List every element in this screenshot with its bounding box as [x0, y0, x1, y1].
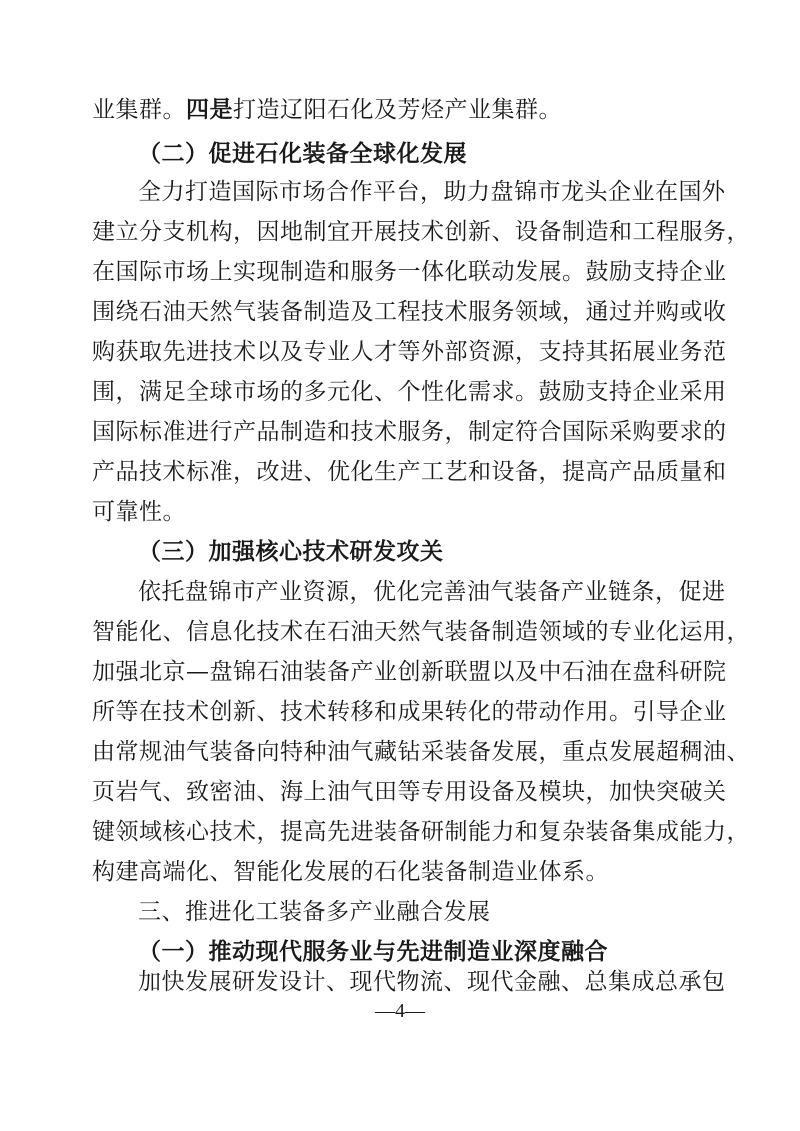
paragraph-line: 全力打造国际市场合作平台，助力盘锦市龙头企业在国外 — [138, 179, 726, 205]
paragraph-line: 建立分支机构，因地制宜开展技术创新、设备制造和工程服务， — [92, 219, 750, 245]
paragraph-line: 依托盘锦市产业资源，优化完善油气装备产业链条，促进 — [138, 579, 726, 605]
paragraph-line: 页岩气、致密油、海上油气田等专用设备及模块，加快突破关 — [92, 779, 727, 805]
paragraph-line: 业集群。四是打造辽阳石化及芳烃产业集群。 — [92, 96, 562, 123]
paragraph-line: 加快发展研发设计、现代物流、现代金融、总集成总承包 — [138, 969, 726, 995]
section-heading: （二）促进石化装备全球化发展 — [138, 140, 467, 167]
paragraph-line: 产品技术标准，改进、优化生产工艺和设备，提高产品质量和 — [92, 459, 727, 485]
paragraph-line: 可靠性。 — [92, 499, 186, 525]
chapter-heading: 三、推进化工装备多产业融合发展 — [138, 899, 491, 925]
paragraph-line: 购获取先进技术以及专业人才等外部资源，支持其拓展业务范 — [92, 339, 727, 365]
paragraph-line: 所等在技术创新、技术转移和成果转化的带动作用。引导企业 — [92, 699, 727, 725]
paragraph-line: 加强北京—盘锦石油装备产业创新联盟以及中石油在盘科研院 — [92, 659, 727, 685]
paragraph-line: 构建高端化、智能化发展的石化装备制造业体系。 — [92, 859, 609, 885]
paragraph-line: 围，满足全球市场的多元化、个性化需求。鼓励支持企业采用 — [92, 379, 727, 405]
page-number: —4— — [375, 1000, 425, 1022]
section-heading: （一）推动现代服务业与先进制造业深度融合 — [138, 938, 608, 965]
paragraph-line: 智能化、信息化技术在石油天然气装备制造领域的专业化运用， — [92, 619, 750, 645]
paragraph-line: 围绕石油天然气装备制造及工程技术服务领域，通过并购或收 — [92, 299, 727, 325]
paragraph-line: 国际标准进行产品制造和技术服务，制定符合国际采购要求的 — [92, 419, 727, 445]
paragraph-line: 在国际市场上实现制造和服务一体化联动发展。鼓励支持企业 — [92, 259, 727, 285]
section-heading: （三）加强核心技术研发攻关 — [138, 538, 444, 565]
paragraph-line: 键领域核心技术，提高先进装备研制能力和复杂装备集成能力， — [92, 819, 750, 845]
paragraph-line: 由常规油气装备向特种油气藏钻采装备发展，重点发展超稠油、 — [92, 739, 750, 765]
